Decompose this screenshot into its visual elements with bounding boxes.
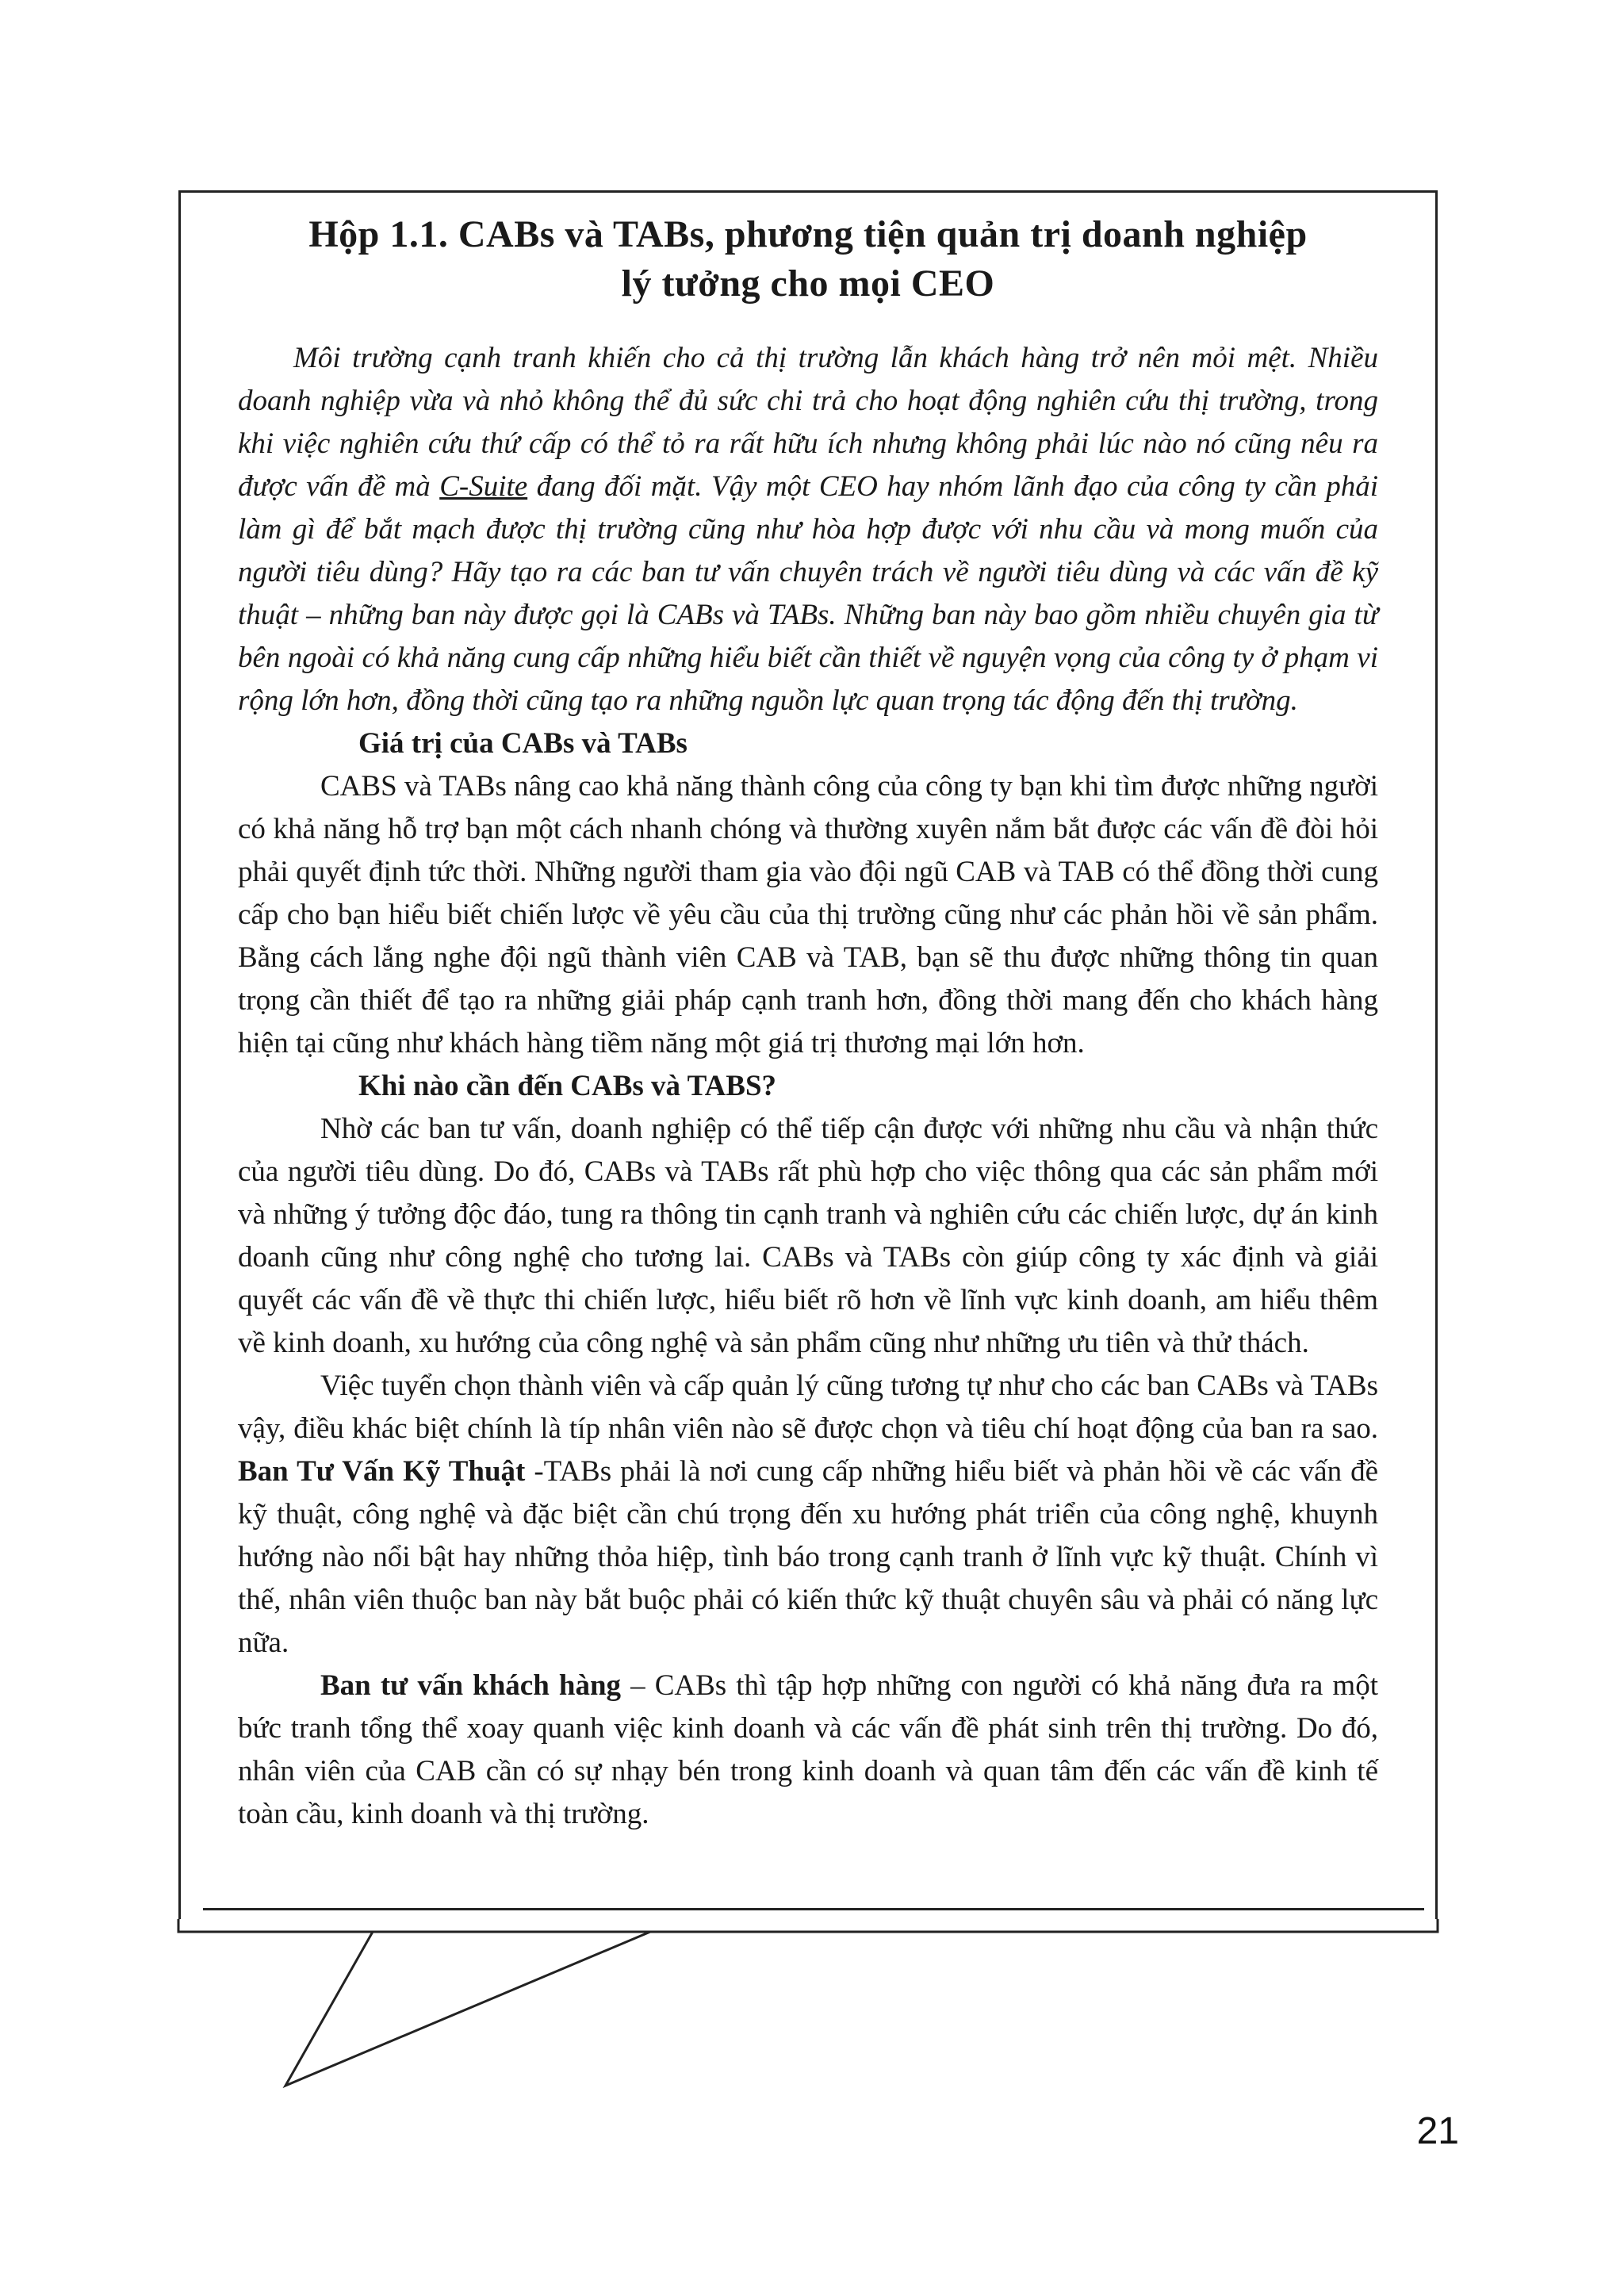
- box-title-line-1: Hộp 1.1. CABs và TABs, phương tiện quản trị doanh nghiệp: [308, 213, 1308, 255]
- paragraph-value: CABS và TABs nâng cao khả năng thành công của công ty bạn khi tìm được những người có khả năng hỗ trợ bạn một cách nhanh chóng và thường xuyên nắm bắt được các vấn đề đòi hỏi phải quyết định tức thời. Những người tham gia vào đội ngũ CAB và TAB có thể đồng thời cung cấp cho bạn hiểu biết chiến lược về yêu cầu của thị trường cũng như các phản hồi về sản phẩm. Bằng cách lắng nghe đội ngũ thành viên CAB và TAB, bạn sẽ thu được những thông tin quan trọng cần thiết để tạo ra những giải pháp cạnh tranh hơn, đồng thời mang đến cho khách hàng hiện tại cũng như khách hàng tiềm năng một giá trị thương mại lớn hơn.: [238, 770, 1378, 1059]
- page-number: 21: [1416, 2110, 1459, 2152]
- paragraph-when: Nhờ các ban tư vấn, doanh nghiệp có thể tiếp cận được với những nhu cầu và nhận thức của người tiêu dùng. Do đó, CABs và TABs rất phù hợp cho việc thông qua các sản phẩm mới và những ý tưởng độc đáo, tung ra thông tin cạnh tranh và nghiên cứu các chiến lược, dự án kinh doanh cũng như công nghệ cho tương lai. CABs và TABs còn giúp công ty xác định và giải quyết các vấn đề về thực thi chiến lược, hiểu biết rõ hơn về lĩnh vực kinh doanh, am hiểu thêm về kinh doanh, xu hướng của công nghệ và sản phẩm cũng như những ưu tiên và thử thách.: [238, 1113, 1378, 1359]
- box-bottom-rule: [203, 1908, 1424, 1910]
- box-title-line-2: lý tưởng cho mọi CEO: [621, 262, 995, 305]
- heading-value: Giá trị của CABs và TABs: [358, 727, 688, 760]
- intro-text-after: đang đối mặt. Vậy một CEO hay nhóm lãnh đạo của công ty cần phải làm gì để bắt mạch được thị trường cũng như hòa hợp được với nhu cầu và mong muốn của người tiêu dùng? Hãy tạo ra các ban tư vấn chuyên trách về người tiêu dùng và các vấn đề kỹ thuật – những ban này được gọi là CABs và TABs. Những ban này bao gồm nhiều chuyên gia từ bên ngoài có khả năng cung cấp những hiểu biết cần thiết về nguyện vọng của công ty ở phạm vi rộng lớn hơn, đồng thời cũng tạo ra những nguồn lực quan trọng tác động đến thị trường.: [238, 470, 1378, 717]
- paragraph-selection: [238, 1365, 1378, 1665]
- heading-when: Khi nào cần đến CABs và TABS?: [358, 1070, 777, 1102]
- box-title: [238, 210, 1378, 308]
- c-suite-term: C-Suite: [439, 470, 528, 503]
- box-bottom-left-edge: [178, 1919, 1438, 1932]
- selection-text-after: -TABs phải là nơi cung cấp những hiểu biết và phản hồi về các vấn đề kỹ thuật, công nghệ và đặc biệt cần chú trọng đến xu hướng phát triển của công nghệ, khuynh hướng nào nổi bật hay những thỏa hiệp, tình báo trong cạnh tranh ở lĩnh vực kỹ thuật. Chính vì thế, nhân viên thuộc ban này bắt buộc phải có kiến thức kỹ thuật chuyên sâu và phải có năng lực nữa.: [238, 1455, 1378, 1659]
- paragraph-cab: [238, 1665, 1378, 1836]
- tab-term: Ban Tư Vấn Kỹ Thuật: [238, 1455, 526, 1488]
- cab-text-after: – CABs thì tập hợp những con người có khả năng đưa ra một bức tranh tổng thể xoay quanh việc kinh doanh và các vấn đề phát sinh trên thị trường. Do đó, nhân viên của CAB cần có sự nhạy bén trong kinh doanh và quan tâm đến các vấn đề kinh tế toàn cầu, kinh doanh và thị trường.: [238, 1669, 1378, 1830]
- cab-term: Ban tư vấn khách hàng: [320, 1669, 622, 1702]
- callout-box: [178, 190, 1438, 1919]
- selection-text-before: Việc tuyển chọn thành viên và cấp quản lý cũng tương tự như cho các ban CABs và TABs vậy, điều khác biệt chính là típ nhân viên nào sẽ được chọn và tiêu chí hoạt động của ban ra sao.: [238, 1370, 1378, 1445]
- intro-text-before: Môi trường cạnh tranh khiến cho cả thị trường lẫn khách hàng trở nên mỏi mệt. Nhiều doanh nghiệp vừa và nhỏ không thể đủ sức chi trả cho hoạt động nghiên cứu thị trường, trong khi việc nghiên cứu thứ cấp có thể tỏ ra rất hữu ích nhưng không phải lúc nào nó cũng nêu ra được vấn đề mà: [238, 342, 1378, 503]
- intro-paragraph: [238, 337, 1378, 722]
- pointer-line: [178, 1932, 650, 2086]
- callout-box-content: [238, 210, 1378, 1836]
